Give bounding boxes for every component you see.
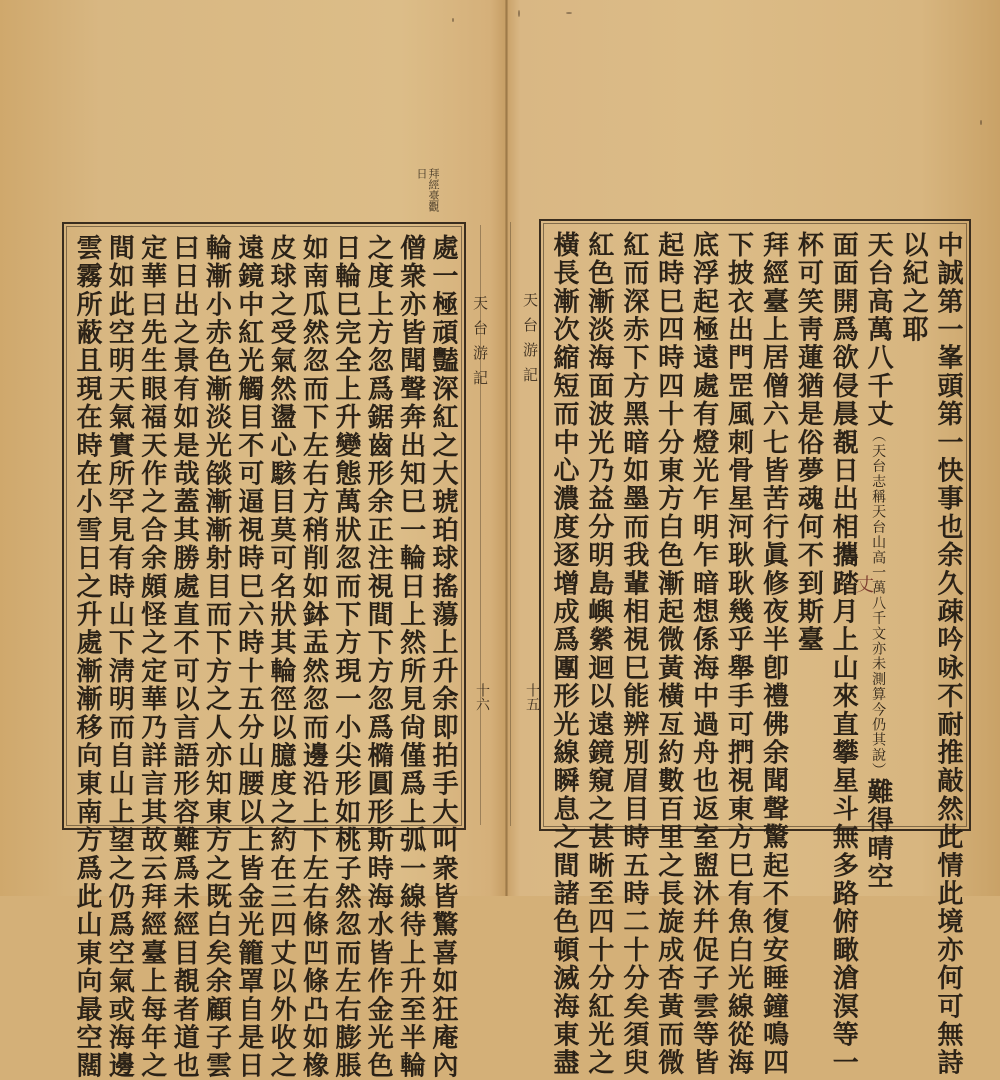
text-column: 處一極頑豔深紅之大琥珀球搖蕩上升余即拍手大叫衆皆驚喜如狂庵內 — [427, 234, 458, 1080]
text-column: 雲霧所蔽且現在時在小雪日之升處漸漸移向東南方爲此山東向最空闊 — [72, 234, 102, 1080]
text-column: 間如此空明天氣實所罕見有時山下淸明而自山上望之仍爲空氣或海邊 — [104, 234, 135, 1080]
paper-speck — [566, 12, 572, 14]
text-column: 中誠第一峯頭第一快事也余久疎吟咏不耐推敲然此情此境亦何可無詩 — [932, 231, 963, 1077]
text-column: 定華曰先生眼福天作之合余頗怪之定華乃詳言其故云拜經臺上每年之 — [136, 234, 167, 1080]
inline-annotation: （天台志稱天台山高一萬八千文 — [870, 428, 887, 642]
text-column: 底浮起極遠處有燈光乍明乍暗想係海中過舟也返室盥沐幷促子雲等皆 — [688, 231, 719, 1077]
text-column: 拜經臺上居僧六七皆苦行眞修夜半卽禮佛余聞聲驚起不復安睡鐘鳴四 — [758, 231, 789, 1077]
text-column: 曰日出之景有如是哉蓋其勝處直不可以言語形容難爲未經目覩者道也 — [169, 234, 200, 1080]
page-number-left: 十六 — [474, 683, 490, 711]
right-page — [508, 0, 1000, 1077]
margin-note-line-1: 拜經臺觀 — [427, 168, 440, 212]
text-column: 如南瓜然忽而下左右方稍削如鉢盂然忽而邊沿上下左右條凹條凸如橡 — [298, 234, 329, 1080]
page-number-right: 十五 — [524, 683, 540, 711]
text-columns-left — [72, 234, 458, 1080]
text-column-with-note: 天台高萬八千丈（天台志稱天台山高一萬八千文亦未測算今仍其說）難得晴空 — [863, 231, 894, 891]
margin-note-left — [415, 168, 439, 228]
paper-speck — [452, 18, 454, 22]
annotation-continued: 亦未測算今仍其說） — [870, 641, 887, 779]
text-column: 遠鏡中紅光觸目不可逼視時巳六時十五分山腰以上皆金光籠罩自是日 — [233, 234, 264, 1080]
paper-speck — [518, 10, 520, 17]
margin-note-line-2: 日 — [415, 168, 428, 179]
text-column: 紅色漸淡海面波光乃益分明島嶼縈迴以遠鏡窺之甚晰至四十分紅光之 — [583, 231, 614, 1077]
text-column: 面面開爲欲侵晨覩日出相攜踏月上山來直攀星斗無多路俯瞰滄溟等一 — [828, 231, 859, 1077]
running-title-left: 天台游記 — [471, 295, 489, 395]
text-frame-right — [539, 219, 971, 1077]
text-column: 僧衆亦皆聞聲奔出知巳一輪日上然所見尙僅爲上弧一線待上升至半輪 — [395, 234, 426, 1080]
text-column: 之度上方忽爲鋸齒形余正注視間下方忽爲橢圓形斯時海水皆作金光色 — [363, 234, 394, 1080]
text-frame-left — [62, 222, 466, 1080]
text-column: 以紀之耶 — [898, 231, 929, 344]
gutter-rule-right — [510, 222, 511, 826]
text-column: 日輪巳完全上升變態萬狀忽而下方現一小尖形如桃子然忽而左右膨脹 — [330, 234, 361, 1080]
text-column: 杯可笑靑蓮猶是俗夢魂何不到斯臺 — [793, 231, 824, 654]
handwritten-correction: 丈 — [853, 575, 874, 593]
text-column: 橫長漸次縮短而中心濃度逐增成爲團形光線瞬息之間諸色頓滅海東盡 — [549, 231, 579, 1077]
text-column: 皮球之受氣然盪心駭目莫可名狀其輪徑以臆度之約在三四丈以外收之 — [266, 234, 297, 1080]
running-title-right: 天台游記 — [521, 292, 539, 392]
text-column: 下披衣出門罡風刺骨星河耿耿幾乎舉手可捫視東方巳有魚白光線從海 — [723, 231, 754, 1077]
paper-speck — [980, 120, 982, 125]
text-columns-right — [549, 231, 963, 1077]
text-column: 起時巳四時四十分東方白色漸起微黃橫亙約數百里之長旋成杏黃而微 — [653, 231, 684, 1077]
text-column: 紅而深赤下方黑暗如墨而我輩相視巳能辨別眉目時五時二十分矣須臾 — [618, 231, 649, 1077]
text-column: 輪漸小赤色漸淡光燄漸漸射目而下方之人亦知東方之既白矣余顧子雲 — [201, 234, 232, 1080]
